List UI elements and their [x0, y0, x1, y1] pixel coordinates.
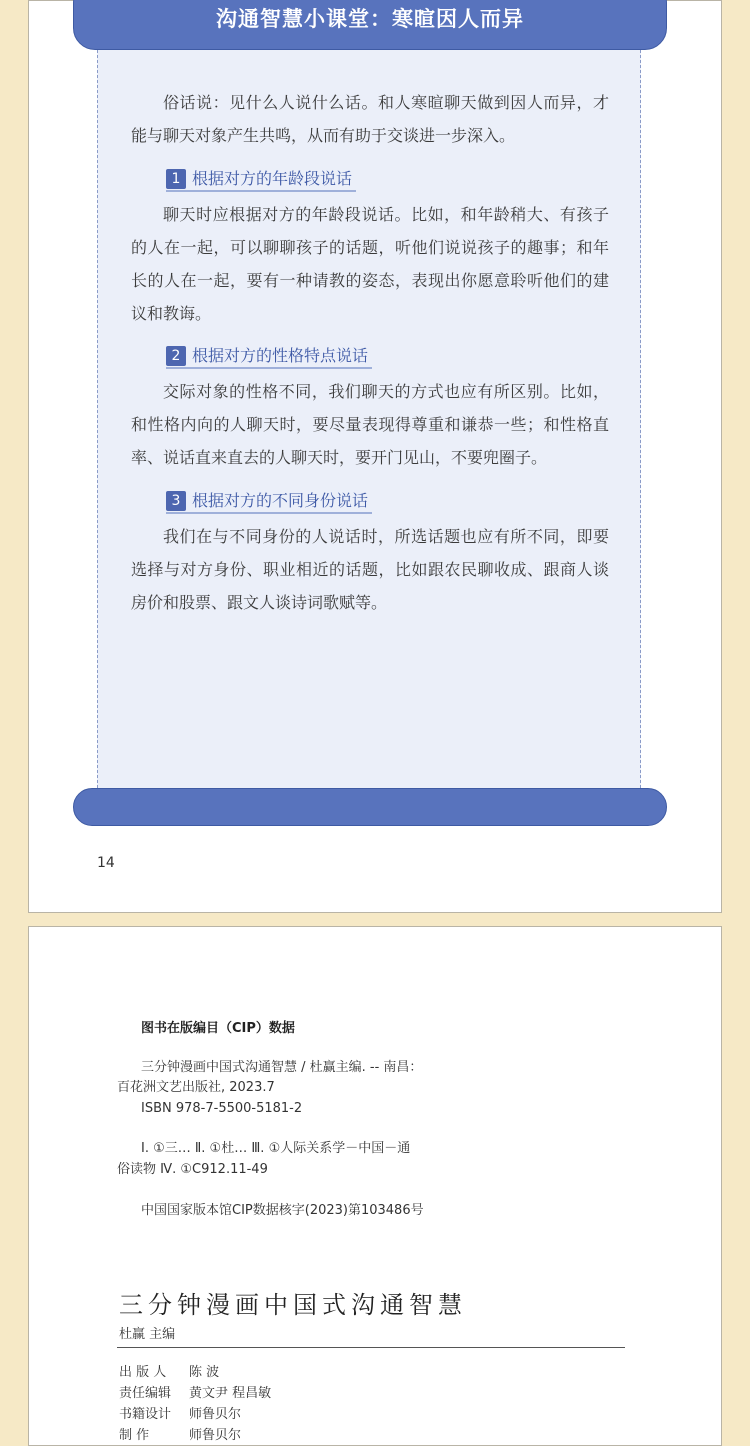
section-number-badge: 3	[166, 491, 186, 511]
book-editor: 杜赢 主编	[119, 1327, 176, 1342]
credit-value: 黄文尹 程昌敏	[189, 1386, 272, 1401]
credit-value: 陈 波	[189, 1365, 220, 1380]
banner-title: 沟通智慧小课堂：寒暄因人而异	[216, 7, 524, 31]
page-number: 14	[97, 855, 115, 871]
section-paragraph-3: 我们在与不同身份的人说话时，所选话题也应有所不同，即要选择与对方身份、职业相近的话题，比如跟农民聊收成、跟商人谈房价和股票、跟文人谈诗词歌赋等。	[131, 527, 609, 612]
section-paragraph-1: 聊天时应根据对方的年龄段说话。比如，和年龄稍大、有孩子的人在一起，可以聊聊孩子的话题，听他们说说孩子的趣事；和年长的人在一起，要有一种请教的姿态，表现出你愿意聆听他们的建议和教诲。	[131, 205, 609, 323]
section-heading-2	[166, 345, 372, 369]
divider	[117, 1347, 625, 1348]
scroll-banner-bottom	[73, 788, 667, 826]
credit-label: 制 作	[119, 1428, 150, 1443]
cip-line: Ⅰ. ①三… Ⅱ. ①杜… Ⅲ. ①人际关系学－中国－通	[141, 1141, 411, 1156]
section-number-badge: 1	[166, 169, 186, 189]
credit-row	[119, 1403, 241, 1422]
cip-line: 三分钟漫画中国式沟通智慧 / 杜赢主编. -- 南昌：	[141, 1060, 423, 1075]
book-page-14	[28, 0, 722, 913]
credit-value: 师鲁贝尔	[189, 1407, 242, 1422]
credit-row	[119, 1424, 241, 1443]
credit-label: 责任编辑	[119, 1386, 172, 1401]
section-heading-1	[166, 168, 356, 192]
cip-heading: 图书在版编目（CIP）数据	[141, 1021, 295, 1036]
credit-label: 书籍设计	[119, 1407, 172, 1422]
cip-line: 百花洲文艺出版社, 2023.7	[117, 1080, 275, 1095]
credit-row	[119, 1361, 219, 1380]
section-title: 根据对方的年龄段说话	[192, 169, 353, 188]
credit-row	[119, 1382, 271, 1401]
section-number-badge: 2	[166, 346, 186, 366]
book-title: 三分钟漫画中国式沟通智慧	[119, 1291, 467, 1319]
section-title: 根据对方的性格特点说话	[192, 346, 369, 365]
section-paragraph-2: 交际对象的性格不同，我们聊天的方式也应有所区别。比如，和性格内向的人聊天时，要尽量表现得尊重和谦恭一些；和性格直率、说话直来直去的人聊天时，要开门见山，不要兜圈子。	[131, 382, 609, 467]
section-title: 根据对方的不同身份说话	[192, 491, 369, 510]
copyright-page	[28, 926, 722, 1446]
intro-paragraph: 俗话说：见什么人说什么话。和人寒暄聊天做到因人而异，才能与聊天对象产生共鸣，从而有助于交谈进一步深入。	[131, 93, 609, 145]
cip-line: 中国国家版本馆CIP数据核字(2023)第103486号	[141, 1203, 424, 1218]
section-heading-3	[166, 490, 372, 514]
scroll-banner-top	[73, 0, 667, 50]
credit-value: 师鲁贝尔	[189, 1428, 242, 1443]
cip-line: 俗读物 Ⅳ. ①C912.11-49	[117, 1162, 268, 1177]
cip-line: ISBN 978-7-5500-5181-2	[141, 1101, 303, 1116]
credit-label: 出 版 人	[119, 1365, 167, 1380]
